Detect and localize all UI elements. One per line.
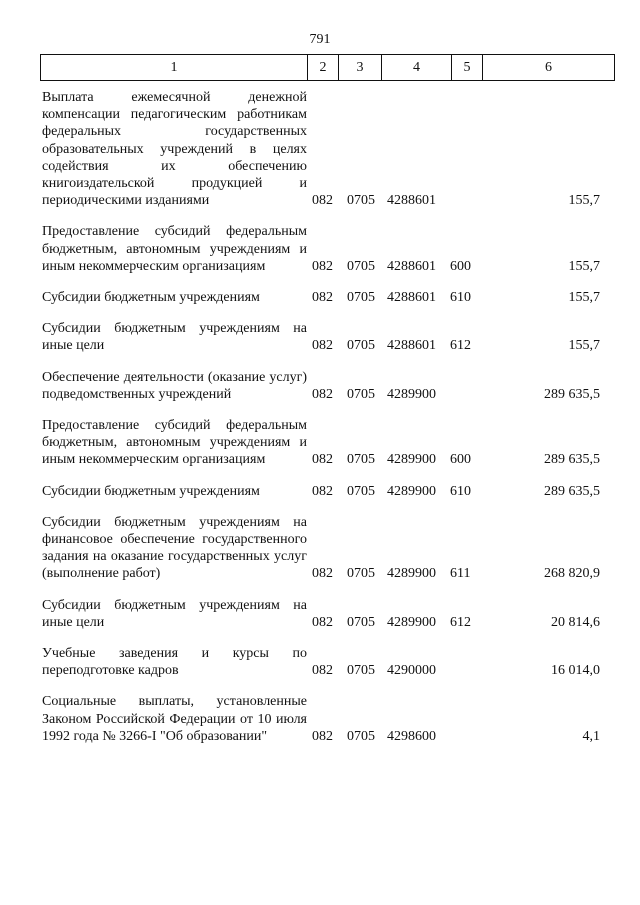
amount: 289 635,5 — [544, 386, 600, 402]
target-article-code: 4288601 — [387, 338, 436, 354]
row-description: Субсидии бюджетным учреждениям на иные цели — [42, 597, 307, 630]
row-description: Социальные выплаты, установленные Законом Российской Федерации от 10 июля 1992 года № 3266-I "Об образовании" — [42, 694, 307, 744]
row-description: Выплата ежемесячной денежной компенсации педагогическим работникам федеральных государственных образовательных учреждений в целях содействия их обеспечению книгоиздательской продукцией и периодическими изданиями — [42, 90, 307, 209]
expense-type-code: 611 — [450, 566, 471, 582]
amount: 4,1 — [582, 728, 600, 744]
ministry-code: 082 — [312, 193, 333, 209]
amount: 155,7 — [568, 290, 600, 306]
amount: 20 814,6 — [551, 614, 600, 630]
section-code: 0705 — [347, 193, 375, 209]
ministry-code: 082 — [312, 728, 333, 744]
target-article-code: 4289900 — [387, 452, 436, 468]
section-code: 0705 — [347, 566, 375, 582]
target-article-code: 4289900 — [387, 386, 436, 402]
ministry-code: 082 — [312, 614, 333, 630]
section-code: 0705 — [347, 338, 375, 354]
amount: 289 635,5 — [544, 483, 600, 499]
expense-type-code: 610 — [450, 483, 471, 499]
column-header-5: 5 — [452, 55, 483, 80]
row-description: Субсидии бюджетным учреждениям — [42, 290, 260, 306]
row-description: Субсидии бюджетным учреждениям на финансовое обеспечение государственного задания на оказание государственных услуг (выполнение работ) — [42, 514, 307, 582]
target-article-code: 4289900 — [387, 566, 436, 582]
amount: 155,7 — [568, 193, 600, 209]
table-row — [42, 320, 602, 354]
ministry-code: 082 — [312, 452, 333, 468]
table-row — [42, 514, 602, 583]
row-description: Учебные заведения и курсы по переподготовке кадров — [42, 646, 307, 679]
target-article-code: 4289900 — [387, 483, 436, 499]
table-row — [42, 223, 602, 275]
ministry-code: 082 — [312, 566, 333, 582]
section-code: 0705 — [347, 258, 375, 274]
table-row — [42, 645, 602, 679]
section-code: 0705 — [347, 483, 375, 499]
table-row — [42, 289, 602, 306]
section-code: 0705 — [347, 663, 375, 679]
expense-type-code: 600 — [450, 258, 471, 274]
expense-type-code: 600 — [450, 452, 471, 468]
table-row — [42, 597, 602, 631]
table-row — [42, 417, 602, 469]
target-article-code: 4288601 — [387, 193, 436, 209]
table-row — [42, 89, 602, 209]
column-header-6: 6 — [545, 60, 552, 75]
amount: 289 635,5 — [544, 452, 600, 468]
table-row — [42, 483, 602, 500]
column-header-4: 4 — [382, 55, 452, 80]
section-code: 0705 — [347, 728, 375, 744]
column-header-3: 3 — [339, 55, 382, 80]
target-article-code: 4290000 — [387, 663, 436, 679]
column-header-row — [40, 54, 615, 81]
target-article-code: 4298600 — [387, 728, 436, 744]
amount: 155,7 — [568, 338, 600, 354]
table-row — [42, 693, 602, 745]
ministry-code: 082 — [312, 483, 333, 499]
expense-type-code: 612 — [450, 338, 471, 354]
expense-type-code: 610 — [450, 290, 471, 306]
budget-table-body — [42, 89, 602, 759]
row-description: Предоставление субсидий федеральным бюджетным, автономным учреждениям и иным некоммерческим организациям — [42, 418, 307, 468]
target-article-code: 4288601 — [387, 290, 436, 306]
expense-type-code: 612 — [450, 614, 471, 630]
row-description: Субсидии бюджетным учреждениям — [42, 483, 260, 499]
ministry-code: 082 — [312, 258, 333, 274]
page-number: 791 — [309, 32, 331, 47]
target-article-code: 4288601 — [387, 258, 436, 274]
section-code: 0705 — [347, 614, 375, 630]
ministry-code: 082 — [312, 386, 333, 402]
amount: 268 820,9 — [544, 566, 600, 582]
row-description: Субсидии бюджетным учреждениям на иные цели — [42, 321, 307, 354]
ministry-code: 082 — [312, 663, 333, 679]
row-description: Предоставление субсидий федеральным бюджетным, автономным учреждениям и иным некоммерческим организациям — [42, 224, 307, 274]
ministry-code: 082 — [312, 290, 333, 306]
table-row — [42, 369, 602, 403]
target-article-code: 4289900 — [387, 614, 436, 630]
section-code: 0705 — [347, 290, 375, 306]
ministry-code: 082 — [312, 338, 333, 354]
section-code: 0705 — [347, 386, 375, 402]
amount: 155,7 — [568, 258, 600, 274]
row-description: Обеспечение деятельности (оказание услуг) подведомственных учреждений — [42, 369, 307, 402]
column-header-1: 1 — [41, 55, 308, 80]
section-code: 0705 — [347, 452, 375, 468]
amount: 16 014,0 — [551, 663, 600, 679]
column-header-2: 2 — [308, 55, 339, 80]
